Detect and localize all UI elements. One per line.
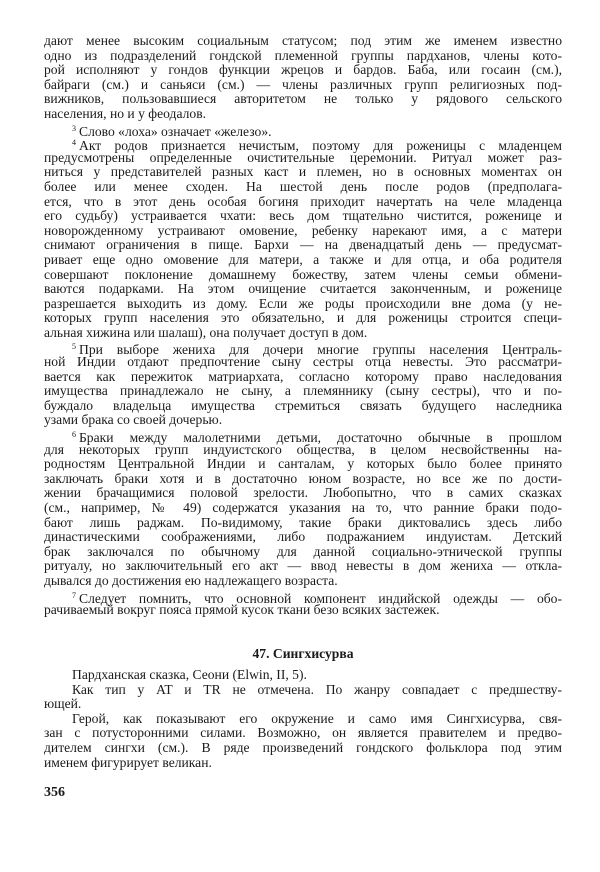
line-text: населения, но и у феодалов. [44, 105, 207, 121]
line-text: ваются подарками. На этом очищение считается законченным, и роженице [44, 281, 562, 297]
text-line [44, 209, 562, 224]
line-text: рой исполняют у гондов функции жрецов и бардов. Баба, или госаин (см.), [44, 62, 562, 78]
line-text: ется, что в этот день особая богиня приходит начертать на челе младенца [44, 193, 562, 209]
text-line [44, 530, 562, 545]
line-text: При выборе жениха для дочери многие группы населения Централь- [79, 342, 562, 358]
line-text: новорожденному устраивают омовение, ребенку нарекают имя, а с матери [44, 222, 562, 238]
text-line [44, 297, 562, 312]
text-line [44, 34, 562, 49]
text-line [44, 712, 562, 727]
text-line [44, 165, 562, 180]
text-line [44, 92, 562, 107]
line-text: династическими соображениями, либо подражанием индуистам. Детский [44, 529, 562, 545]
line-text: его судьбу) устраивается чхати: весь дом тщательно чистится, роженице и [44, 208, 562, 224]
text-line [44, 151, 562, 166]
notes-body [44, 34, 562, 618]
text-line [44, 180, 562, 195]
text-line [44, 443, 562, 458]
line-text: жении брачащимися половой зрелости. Любопытно, что в самих сказках [44, 485, 562, 501]
line-text: родностям Центральной Индии и санталам, у которых было более принято [44, 456, 562, 472]
text-line [44, 268, 562, 283]
line-text: Следует помнить, что основной компонент индийской одежды — обо- [79, 590, 562, 606]
paragraph [44, 668, 562, 683]
line-text: вижников, пользовавшиеся авторитетом не только у рядового сельского [44, 91, 562, 107]
text-line [44, 574, 562, 589]
text-line [44, 472, 562, 487]
line-text: ниться у представителей разных каст и племен, но в основных моментах он [44, 164, 562, 180]
paragraph [44, 712, 562, 770]
text-line [44, 545, 562, 560]
line-text: вается как пережиток матриархата, согласно которому право наследования [44, 368, 562, 384]
text-line [44, 224, 562, 239]
footnote-6 [44, 428, 562, 589]
line-text: ривает еще одно омовение для матери, а также и для отца, и оба родителя [44, 251, 562, 267]
line-text: которых групп населения это обязательно, и для роженицы строится специ- [44, 310, 562, 326]
text-line [44, 697, 562, 712]
line-text: ритуалу, но заключительный его акт — ввод невесты в дом жениха — откла- [44, 558, 562, 574]
paragraph [44, 683, 562, 712]
line-text: буждало владельца имущества стремиться связать будущего наследника [44, 397, 562, 413]
line-text: (см., например, № 49) содержатся указания на то, что ранние браки подо- [44, 500, 562, 515]
line-text: Слово «лоха» означает «железо». [79, 123, 272, 139]
line-text: брак заключался по обычному для данной социально-этнической группы [44, 543, 562, 559]
line-text: заключать браки хотя и в достаточно юном возрасте, но все же по дости- [44, 470, 562, 486]
text-line [44, 559, 562, 574]
line-text: предусмотрены определенные очистительные церемонии. Ритуал может раз- [44, 149, 562, 165]
page-number: 356 [44, 785, 65, 800]
line-text: дителем сингхи (см.). В ряде произведений гондского фольклора под этим [44, 739, 562, 755]
text-line [44, 726, 562, 741]
line-text: Герой, как показывают его окружение и само имя Сингхисурва, свя- [72, 710, 562, 726]
line-text: ющей. [44, 696, 82, 712]
line-text: для некоторых групп индуистского общества, в целом несвойственны на- [44, 441, 562, 457]
line-text: ной Индии отдают предпочтение сыну сестры отца невесты. Это рассматри- [44, 354, 562, 370]
text-line [44, 668, 562, 683]
line-text: совершают поклонение домашнему божеству, затем члены семьи обмени- [44, 266, 562, 282]
text-line [44, 122, 562, 137]
footnote-number: 6 [72, 430, 76, 440]
text-line [44, 516, 562, 531]
footnote-3 [44, 122, 562, 137]
text-line [44, 238, 562, 253]
text-line [44, 428, 562, 446]
section-body [44, 668, 562, 770]
section-heading: 47. Сингхисурва [252, 646, 354, 661]
text-line [44, 756, 562, 771]
text-line [44, 195, 562, 210]
line-text: Пардханская сказка, Сеони (Elwin, II, 5). [72, 667, 307, 682]
line-text: альная хижина или шалаш), она получает доступ в дом. [44, 324, 368, 340]
line-text: снимают ограничения в пище. Бархи — на двенадцатый день — предусмат- [44, 237, 562, 253]
text-line [44, 282, 562, 297]
line-text: узами брака со своей дочерью. [44, 412, 223, 428]
text-line [44, 311, 562, 326]
text-line [44, 355, 562, 370]
text-line [44, 399, 562, 414]
text-line [44, 486, 562, 501]
text-line [44, 501, 562, 516]
line-text: рачиваемый вокруг пояса прямой кусок ткани безо всяких застежек. [44, 602, 440, 618]
line-text: Браки между малолетними детьми, достаточно обычные в прошлом [79, 430, 562, 446]
text-line [44, 683, 562, 698]
text-line [44, 589, 562, 604]
line-text: одно из подразделений гондской племенной группы пардханов, члены кото- [44, 47, 562, 63]
line-text: зан с потусторонними силами. Возможно, он является правителем и предво- [44, 725, 562, 741]
paragraph [44, 34, 562, 122]
footnote-number: 4 [72, 138, 76, 148]
footnote-4 [44, 136, 562, 340]
text-line [44, 741, 562, 756]
line-text: именем фигурирует великан. [44, 754, 212, 770]
text-line [44, 326, 562, 341]
text-line [44, 370, 562, 385]
line-text: более или менее сходен. На шестой день после родов (предполага- [44, 178, 562, 194]
text-line [44, 63, 562, 78]
text-line [44, 107, 562, 122]
footnote-number: 3 [72, 123, 76, 133]
text-line [44, 49, 562, 64]
line-text: Как тип у AT и TR не отмечена. По жанру совпадает с предшеству- [72, 681, 562, 697]
text-line [44, 457, 562, 472]
footnote-number: 7 [72, 590, 76, 600]
footnote-7 [44, 589, 562, 618]
text-line [44, 413, 562, 428]
line-text: бают лишь раджам. По-видимому, такие браки диктовались здесь либо [44, 514, 562, 530]
text-line [44, 78, 562, 93]
line-text: дают менее высоким социальным статусом; под этим же именем известно [44, 33, 562, 48]
line-text: имущества принадлежало не сыну, а племяннику (сыну сестры), что и по- [44, 383, 562, 399]
line-text: разрешается выходить из дому. Если же роды происходили вне дома (у не- [44, 295, 562, 311]
line-text: дывался до достижения ею надлежащего возраста. [44, 572, 338, 588]
footnote-number: 5 [72, 342, 76, 352]
line-text: байраги (см.) и саньяси (см.) — члены различных групп религиозных под- [44, 76, 562, 92]
text-line [44, 384, 562, 399]
text-line [44, 136, 562, 154]
text-line [44, 253, 562, 268]
line-text: Акт родов признается нечистым, поэтому для роженицы с младенцем [79, 138, 562, 154]
footnote-5 [44, 340, 562, 428]
text-line [44, 340, 562, 358]
